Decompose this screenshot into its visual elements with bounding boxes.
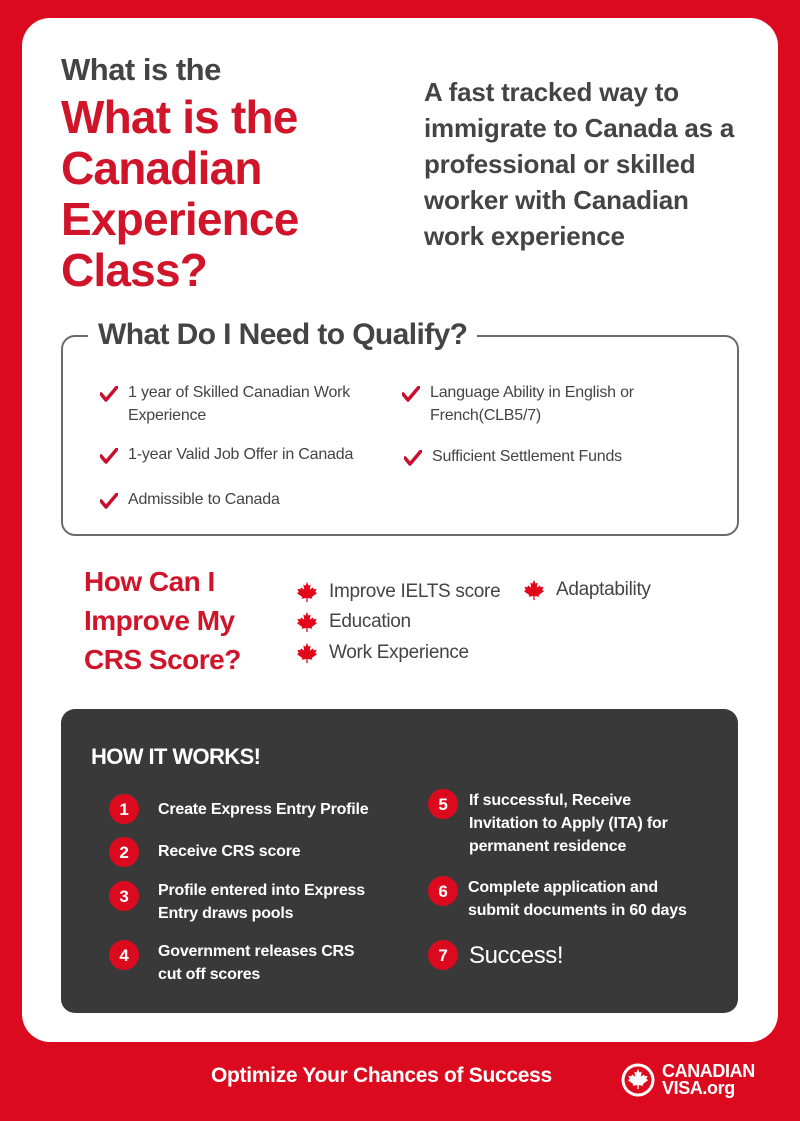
check-icon — [404, 450, 422, 466]
qualify-item — [100, 381, 380, 427]
step-item — [109, 794, 399, 824]
qualify-item-label: 1 year of Skilled Canadian Work Experience — [128, 384, 351, 424]
qualify-item-label: 1-year Valid Job Offer in Canada — [128, 446, 354, 463]
crs-item-label: Education — [329, 611, 411, 632]
crs-item-label: Adaptability — [556, 579, 651, 600]
step-item — [109, 940, 399, 986]
check-icon — [402, 386, 420, 402]
how-it-works-title: HOW IT WORKS! — [91, 744, 261, 769]
check-icon — [100, 493, 118, 509]
logo-wordmark — [662, 1063, 755, 1097]
step-item — [428, 789, 718, 858]
step-label: Receive CRS score — [158, 843, 301, 860]
maple-leaf-icon — [296, 581, 318, 603]
check-icon — [100, 386, 118, 402]
qualify-item — [100, 443, 400, 466]
qualify-item — [100, 488, 390, 511]
step-number-badge: 7 — [428, 940, 458, 970]
qualify-item — [404, 445, 694, 468]
step-label: Create Express Entry Profile — [158, 801, 369, 818]
step-label: Government releases CRS cut off scores — [158, 943, 355, 983]
tagline: A fast tracked way to immigrate to Canada as a professional or skilled worker with Canadian work experience — [424, 77, 735, 251]
crs-item — [523, 579, 651, 601]
crs-title: How Can I Improve My CRS Score? — [84, 566, 241, 675]
logo-line-2: VISA.org — [662, 1078, 735, 1098]
step-label: Success! — [469, 941, 564, 969]
maple-leaf-icon — [296, 642, 318, 664]
step-label: Complete application and submit documents in 60 days — [468, 879, 687, 919]
step-item — [109, 879, 399, 925]
page-title: What is the Canadian Experience Class? — [61, 91, 299, 296]
step-number-badge: 4 — [109, 940, 139, 970]
maple-leaf-logo-icon — [620, 1062, 656, 1098]
step-item — [428, 940, 718, 970]
footer-slogan: Optimize Your Chances of Success — [211, 1064, 552, 1087]
logo-line-1: CANADIAN — [662, 1061, 755, 1081]
step-number-badge: 1 — [109, 794, 139, 824]
check-icon — [100, 448, 118, 464]
canadianvisa-logo[interactable] — [620, 1062, 755, 1098]
qualify-item-label: Sufficient Settlement Funds — [432, 448, 622, 465]
step-item — [428, 876, 718, 922]
qualify-item-label: Language Ability in English or French(CLB5/7) — [430, 384, 634, 424]
eyebrow-heading: What is the — [61, 52, 221, 87]
step-label: If successful, Receive Invitation to Apply (ITA) for permanent residence — [469, 792, 668, 855]
qualify-item — [402, 381, 692, 427]
crs-item-label: Work Experience — [329, 642, 469, 663]
qualify-title: What Do I Need to Qualify? — [88, 318, 477, 352]
crs-item — [296, 611, 411, 633]
step-number-badge: 2 — [109, 837, 139, 867]
qualify-item-label: Admissible to Canada — [128, 491, 280, 508]
crs-item-label: Improve IELTS score — [329, 581, 501, 602]
step-number-badge: 6 — [428, 876, 458, 906]
step-label: Profile entered into Express Entry draws pools — [158, 882, 365, 922]
step-number-badge: 5 — [428, 789, 458, 819]
step-number-badge: 3 — [109, 881, 139, 911]
maple-leaf-icon — [523, 579, 545, 601]
crs-item — [296, 581, 500, 603]
crs-item — [296, 642, 469, 664]
maple-leaf-icon — [296, 611, 318, 633]
step-item — [109, 837, 399, 867]
